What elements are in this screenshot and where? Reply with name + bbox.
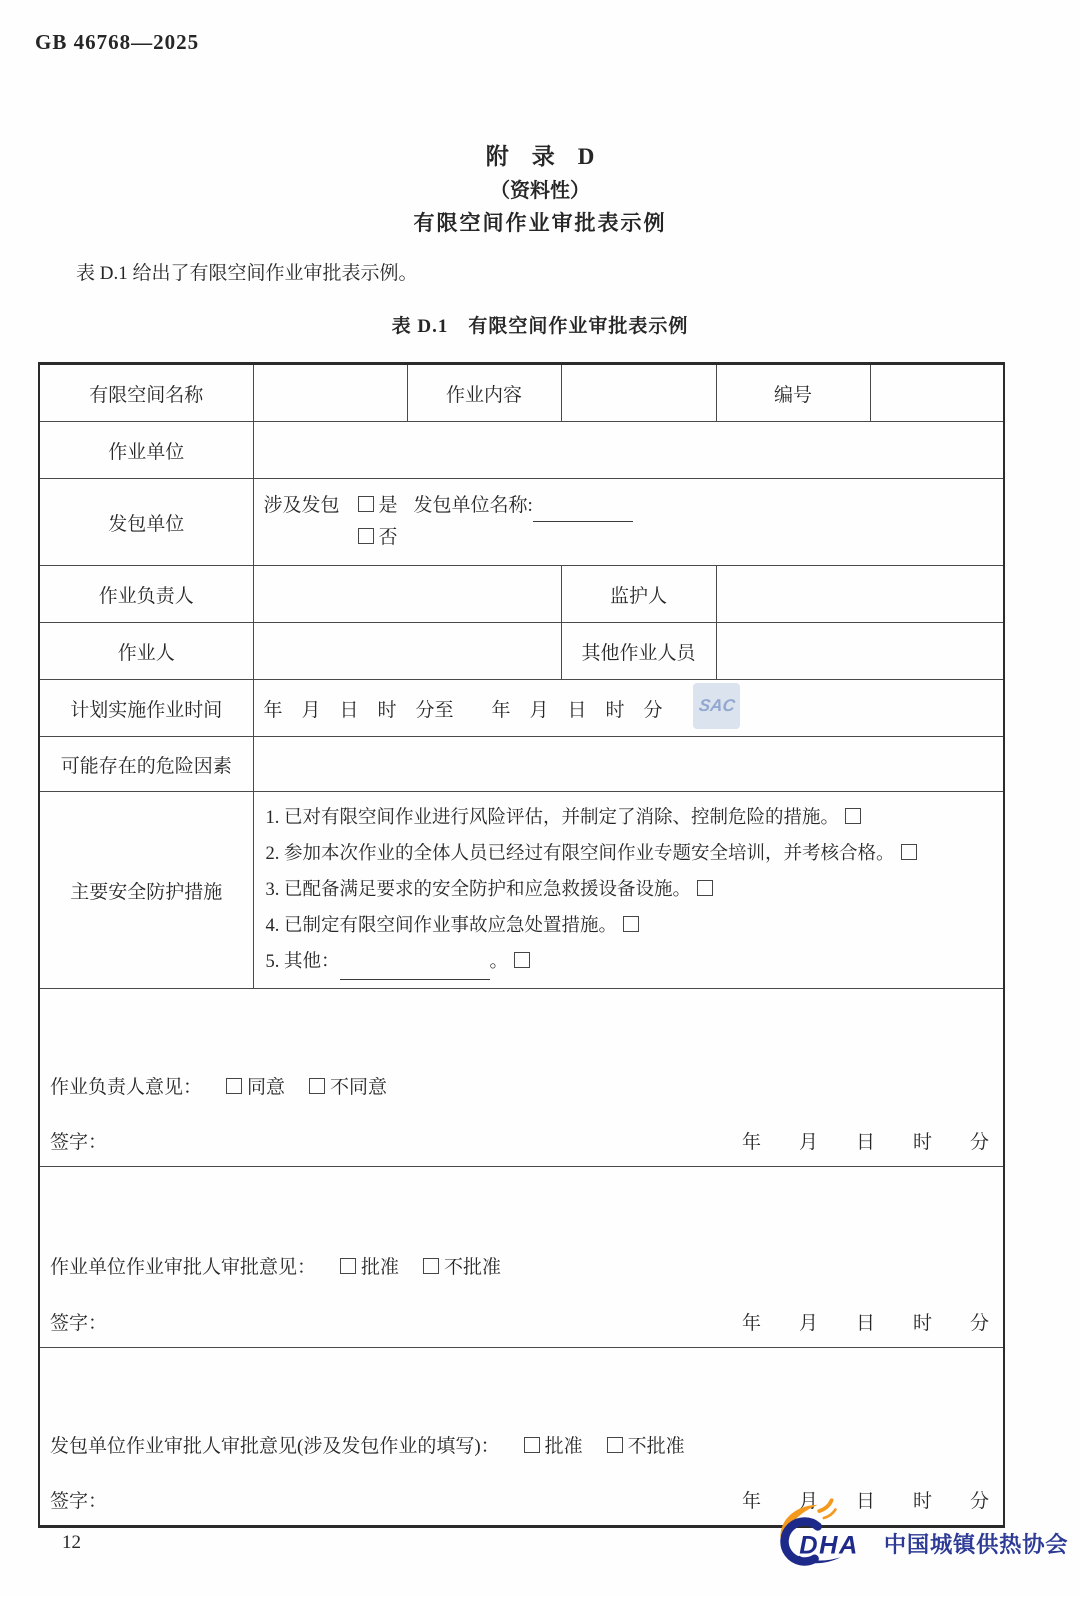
approval-label: 发包单位作业审批人审批意见(涉及发包作业的填写)：: [50, 1436, 500, 1457]
hazards-label: 可能存在的危险因素: [39, 737, 253, 792]
row-schedule: [39, 680, 1004, 737]
measure-item: [266, 800, 992, 836]
other-workers-label: 其他作业人员: [561, 623, 716, 680]
signature-row: [50, 1127, 989, 1154]
approval-label: 作业单位作业审批人审批意见：: [50, 1256, 317, 1278]
option-label: 不同意: [330, 1077, 388, 1098]
checkbox-disagree-icon[interactable]: [309, 1078, 325, 1094]
option-label: 批准: [361, 1256, 400, 1278]
row-worker: [39, 623, 1004, 680]
contracting-line-yes: [264, 490, 994, 522]
measure-text: 3. 已配备满足要求的安全防护和应急救援设备设施。: [265, 880, 692, 900]
measure-suffix: 。: [489, 952, 509, 972]
work-content-label: 作业内容: [407, 364, 561, 422]
measure-text: 4. 已制定有限空间作业事故应急处置措施。: [265, 916, 618, 936]
contracting-line-no: [358, 522, 994, 554]
schedule-label: 计划实施作业时间: [39, 680, 253, 737]
measure-text: 2. 参加本次作业的全体人员已经过有限空间作业专题安全培训，并考核合格。: [265, 844, 895, 864]
row-leader: [39, 566, 1004, 623]
measures-label: 主要安全防护措施: [39, 792, 253, 989]
checkbox-reject-icon[interactable]: [423, 1258, 439, 1274]
other-workers-field[interactable]: [716, 623, 1004, 680]
watermark-text: SAC: [697, 696, 736, 715]
hazards-field[interactable]: [253, 737, 1004, 792]
row-measures: [39, 792, 1004, 989]
appendix-heading: 有限空间作业审批表示例: [413, 211, 667, 235]
appendix-title: 附 录 D: [485, 144, 595, 169]
approval-label: 作业负责人意见：: [50, 1077, 203, 1098]
approval-options-row: [40, 1236, 1003, 1279]
space-name-field[interactable]: [253, 364, 407, 422]
approval-options-row: [40, 1056, 1003, 1099]
cdha-logo-graphic: [770, 1497, 1070, 1569]
no-label: 否: [378, 527, 398, 548]
space-name-label: 有限空间名称: [39, 364, 253, 422]
worker-field[interactable]: [253, 623, 561, 680]
measures-field: [253, 792, 1004, 989]
guardian-field[interactable]: [716, 566, 1004, 623]
work-unit-label: 作业单位: [39, 422, 253, 479]
row-header: [39, 364, 1004, 422]
checkbox-agree-icon[interactable]: [226, 1078, 242, 1094]
unit-name-blank[interactable]: [533, 502, 633, 522]
schedule-field[interactable]: 年 月 日 时 分至 年 月 日 时 分: [253, 680, 1004, 737]
measure-item-other: [266, 944, 992, 980]
checkbox-reject-icon[interactable]: [607, 1437, 623, 1453]
measure-item: [266, 836, 992, 872]
row-approval-leader: [39, 989, 1004, 1167]
signature-date-line: 年 月 日 时 分: [741, 1132, 989, 1153]
standard-code: GB 46768—2025: [35, 30, 200, 54]
other-measure-blank[interactable]: [340, 960, 490, 980]
approval-section-leader: [39, 989, 1004, 1167]
number-label: 编号: [716, 364, 870, 422]
measure-item: [266, 872, 992, 908]
signature-label: 签字：: [50, 1491, 108, 1512]
page-number: 12: [62, 1532, 81, 1553]
table-caption: 表 D.1 有限空间作业审批表示例: [391, 316, 689, 337]
signature-row: [50, 1308, 989, 1335]
signature-label: 签字：: [50, 1132, 108, 1153]
approval-options-row: [40, 1415, 1003, 1458]
checkbox-approve-icon[interactable]: [340, 1258, 356, 1274]
logo-acronym: DHA: [799, 1531, 859, 1560]
signature-date-line: 年 月 日 时 分: [741, 1313, 989, 1334]
cdha-logo: [770, 1497, 1070, 1569]
checkbox-no-icon[interactable]: [358, 528, 374, 544]
checkbox-measure5-icon[interactable]: [514, 952, 530, 968]
checkbox-approve-icon[interactable]: [524, 1437, 540, 1453]
number-field[interactable]: [870, 364, 1004, 422]
logo-org-name: 中国城镇供热协会: [883, 1531, 1069, 1557]
guardian-label: 监护人: [561, 566, 716, 623]
contracting-field: [253, 479, 1004, 566]
checkbox-measure2-icon[interactable]: [901, 844, 917, 860]
measure-item: [266, 908, 992, 944]
leader-field[interactable]: [253, 566, 561, 623]
involve-label: 涉及发包: [263, 495, 340, 516]
row-contracting: [39, 479, 1004, 566]
row-hazards: [39, 737, 1004, 792]
option-label: 同意: [247, 1077, 286, 1098]
row-approval-unit: [39, 1167, 1004, 1348]
work-content-field[interactable]: [561, 364, 716, 422]
measure-text: 1. 已对有限空间作业进行风险评估，并制定了消除、控制危险的措施。: [265, 808, 840, 828]
approval-option-reject[interactable]: [423, 1252, 501, 1279]
row-work-unit: [39, 422, 1004, 479]
option-label: 不批准: [444, 1256, 502, 1278]
contracting-label: 发包单位: [39, 479, 253, 566]
unit-name-label: 发包单位名称:: [413, 495, 533, 516]
measure-text: 5. 其他：: [265, 952, 340, 972]
approval-option-disagree[interactable]: [309, 1072, 387, 1099]
signature-date-line: 年 月 日 时 分: [741, 1491, 989, 1512]
intro-paragraph: 表 D.1 给出了有限空间作业审批表示例。: [76, 263, 418, 284]
worker-label: 作业人: [39, 623, 253, 680]
work-unit-field[interactable]: [253, 422, 1004, 479]
approval-option-approve[interactable]: [524, 1431, 583, 1458]
checkbox-measure3-icon[interactable]: [697, 880, 713, 896]
approval-option-approve[interactable]: [340, 1252, 399, 1279]
approval-option-reject[interactable]: [607, 1431, 685, 1458]
option-label: 不批准: [627, 1436, 685, 1457]
signature-label: 签字：: [50, 1313, 108, 1334]
checkbox-measure1-icon[interactable]: [845, 808, 861, 824]
yes-label: 是: [378, 495, 398, 516]
approval-form-table: [38, 362, 1005, 1528]
logo-swoosh-dash-icon: [819, 1500, 831, 1511]
appendix-subtitle: （资料性）: [490, 180, 590, 202]
leader-label: 作业负责人: [39, 566, 253, 623]
approval-option-agree[interactable]: [226, 1072, 285, 1099]
option-label: 批准: [544, 1436, 583, 1457]
approval-section-unit: [39, 1167, 1004, 1348]
checkbox-measure4-icon[interactable]: [623, 916, 639, 932]
checkbox-yes-icon[interactable]: [358, 496, 374, 512]
logo-swoosh-dash-icon: [824, 1510, 836, 1518]
